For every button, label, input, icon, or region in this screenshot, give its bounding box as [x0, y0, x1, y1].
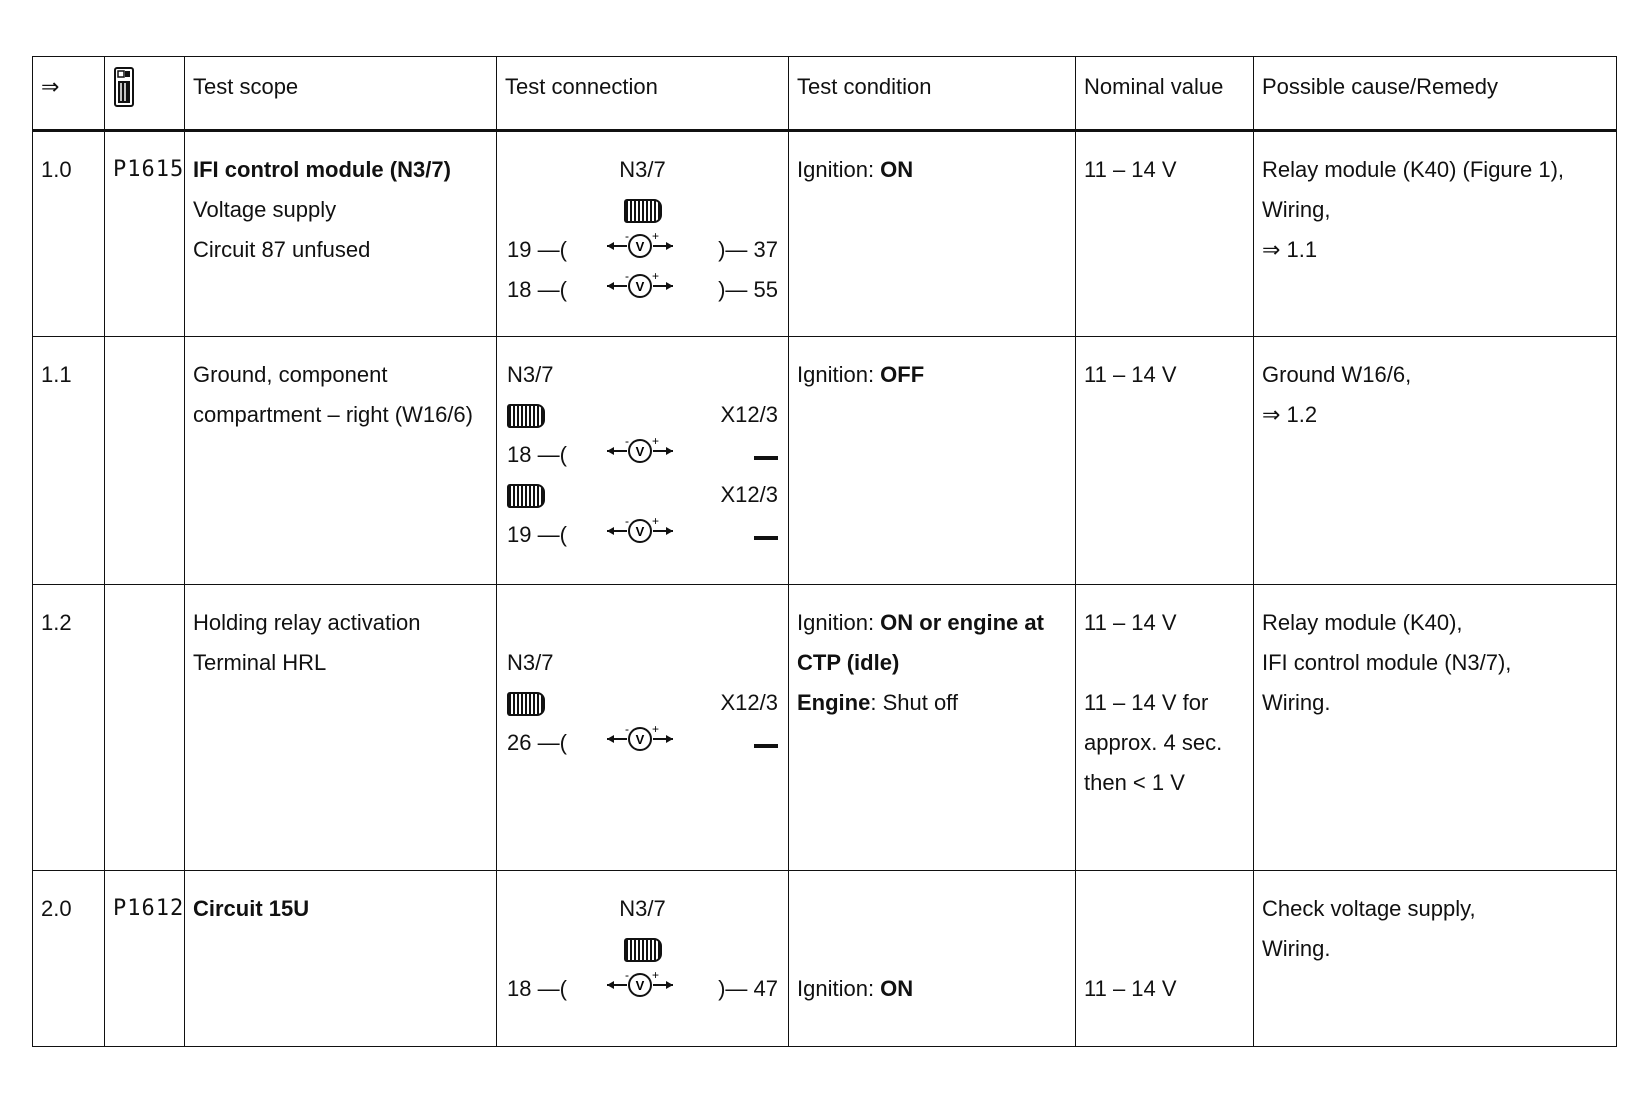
scope-line: Terminal HRL — [193, 650, 327, 675]
pin-left: 19 — [507, 237, 532, 262]
svg-text:V: V — [635, 444, 645, 459]
svg-text:V: V — [635, 279, 645, 294]
voltmeter-icon — [605, 270, 675, 313]
ground-label: X12/3 — [720, 690, 778, 715]
test-connection: N3/7 18 —( V - + )— 47 — [497, 871, 789, 1047]
header-test-scope: Test scope — [185, 57, 497, 131]
step-number: 2.0 — [33, 871, 105, 1047]
svg-text:+: + — [652, 969, 660, 982]
ground-label: X12/3 — [720, 402, 778, 427]
pin-left: 19 — [507, 522, 532, 547]
pin-right: 47 — [753, 976, 778, 1001]
voltmeter-icon — [605, 969, 675, 1012]
svg-text:V: V — [635, 732, 645, 747]
pin-right: 55 — [753, 277, 778, 302]
scope-line: Ground, component — [193, 362, 388, 387]
test-scope — [185, 337, 497, 585]
test-connection: N3/7 X12/3 26 —( V - + — [497, 585, 789, 871]
connector-icon — [507, 692, 545, 716]
test-scope — [185, 131, 497, 337]
svg-text:-: - — [625, 270, 629, 283]
fault-code — [105, 585, 185, 871]
header-row — [33, 57, 1617, 131]
pin-left: 26 — [507, 730, 532, 755]
connector-icon — [624, 199, 662, 223]
connector-label: N3/7 — [507, 362, 554, 387]
possible-cause: Check voltage supply, Wiring. — [1254, 871, 1617, 1047]
next-step-link[interactable]: ⇒ 1.1 — [1262, 237, 1318, 262]
header-test-condition: Test condition — [789, 57, 1076, 131]
scope-line: Holding relay activation — [193, 610, 421, 635]
header-tester — [105, 57, 185, 131]
svg-text:+: + — [652, 230, 660, 243]
svg-text:V: V — [635, 978, 645, 993]
step-number: 1.1 — [33, 337, 105, 585]
test-condition: Ignition: ON — [789, 871, 1076, 1047]
svg-text:-: - — [625, 230, 629, 243]
svg-text:+: + — [652, 435, 660, 448]
test-condition: Ignition: ON or engine at CTP (idle) Engine: Shut off — [789, 585, 1076, 871]
table-row — [33, 337, 1617, 585]
pin-left: 18 — [507, 277, 532, 302]
test-condition: Ignition: OFF — [789, 337, 1076, 585]
ground-icon — [754, 744, 778, 748]
connector-icon — [507, 484, 545, 508]
possible-cause: Ground W16/6, ⇒ 1.2 — [1254, 337, 1617, 585]
ground-label: X12/3 — [720, 482, 778, 507]
step-number: 1.2 — [33, 585, 105, 871]
nominal-value: 11 – 14 V — [1076, 337, 1254, 585]
test-scope — [185, 585, 497, 871]
svg-text:-: - — [625, 515, 629, 528]
test-scope — [185, 871, 497, 1047]
fault-code: P1612 — [105, 871, 185, 1047]
voltmeter-icon — [605, 230, 675, 273]
test-condition: Ignition: ON — [789, 131, 1076, 337]
nominal-value: 11 – 14 V — [1076, 871, 1254, 1047]
connector-label: N3/7 — [507, 650, 554, 675]
svg-text:V: V — [635, 239, 645, 254]
table-row — [33, 131, 1617, 337]
table-row — [33, 871, 1617, 1047]
scope-line: Circuit 87 unfused — [193, 237, 371, 262]
nominal-value: 11 – 14 V 11 – 14 V for approx. 4 sec. then < 1 V — [1076, 585, 1254, 871]
voltmeter-icon — [605, 723, 675, 766]
svg-text:-: - — [625, 435, 629, 448]
ground-icon — [754, 536, 778, 540]
scope-title: IFI control module (N3/7) — [193, 157, 451, 182]
svg-text:+: + — [652, 723, 660, 736]
fault-code — [105, 337, 185, 585]
nominal-value: 11 – 14 V — [1076, 131, 1254, 337]
connector-icon — [624, 938, 662, 962]
diagnosis-table — [32, 56, 1617, 1047]
scope-title: Circuit 15U — [193, 896, 310, 921]
pin-right: 37 — [753, 237, 778, 262]
test-connection: N3/7 19 —( V - + )— 37 18 —( V - + )— 55 — [497, 131, 789, 337]
ground-icon — [754, 456, 778, 460]
connector-label: N3/7 — [619, 896, 666, 921]
pin-left: 18 — [507, 976, 532, 1001]
step-number: 1.0 — [33, 131, 105, 337]
tester-icon — [113, 67, 135, 107]
connector-label: N3/7 — [619, 157, 666, 182]
svg-text:+: + — [652, 515, 660, 528]
possible-cause: Relay module (K40), IFI control module (N3/7), Wiring. — [1254, 585, 1617, 871]
voltmeter-icon — [605, 515, 675, 558]
pin-left: 18 — [507, 442, 532, 467]
connector-icon — [507, 404, 545, 428]
scope-line: Voltage supply — [193, 197, 337, 222]
test-connection: N3/7 X12/3 18 —( V - + X12/3 19 —( V - + — [497, 337, 789, 585]
scope-line: compartment – right (W16/6) — [193, 402, 473, 427]
fault-code: P1615 — [105, 131, 185, 337]
header-nominal-value: Nominal value — [1076, 57, 1254, 131]
svg-text:V: V — [635, 524, 645, 539]
header-arrow: ⇒ — [33, 57, 105, 131]
svg-text:-: - — [625, 723, 629, 736]
svg-text:-: - — [625, 969, 629, 982]
table-row — [33, 585, 1617, 871]
svg-text:+: + — [652, 270, 660, 283]
voltmeter-icon — [605, 435, 675, 478]
possible-cause: Relay module (K40) (Figure 1), Wiring, ⇒ 1.1 — [1254, 131, 1617, 337]
header-possible-cause: Possible cause/Remedy — [1254, 57, 1617, 131]
next-step-link[interactable]: ⇒ 1.2 — [1262, 402, 1318, 427]
header-test-connection: Test connection — [497, 57, 789, 131]
